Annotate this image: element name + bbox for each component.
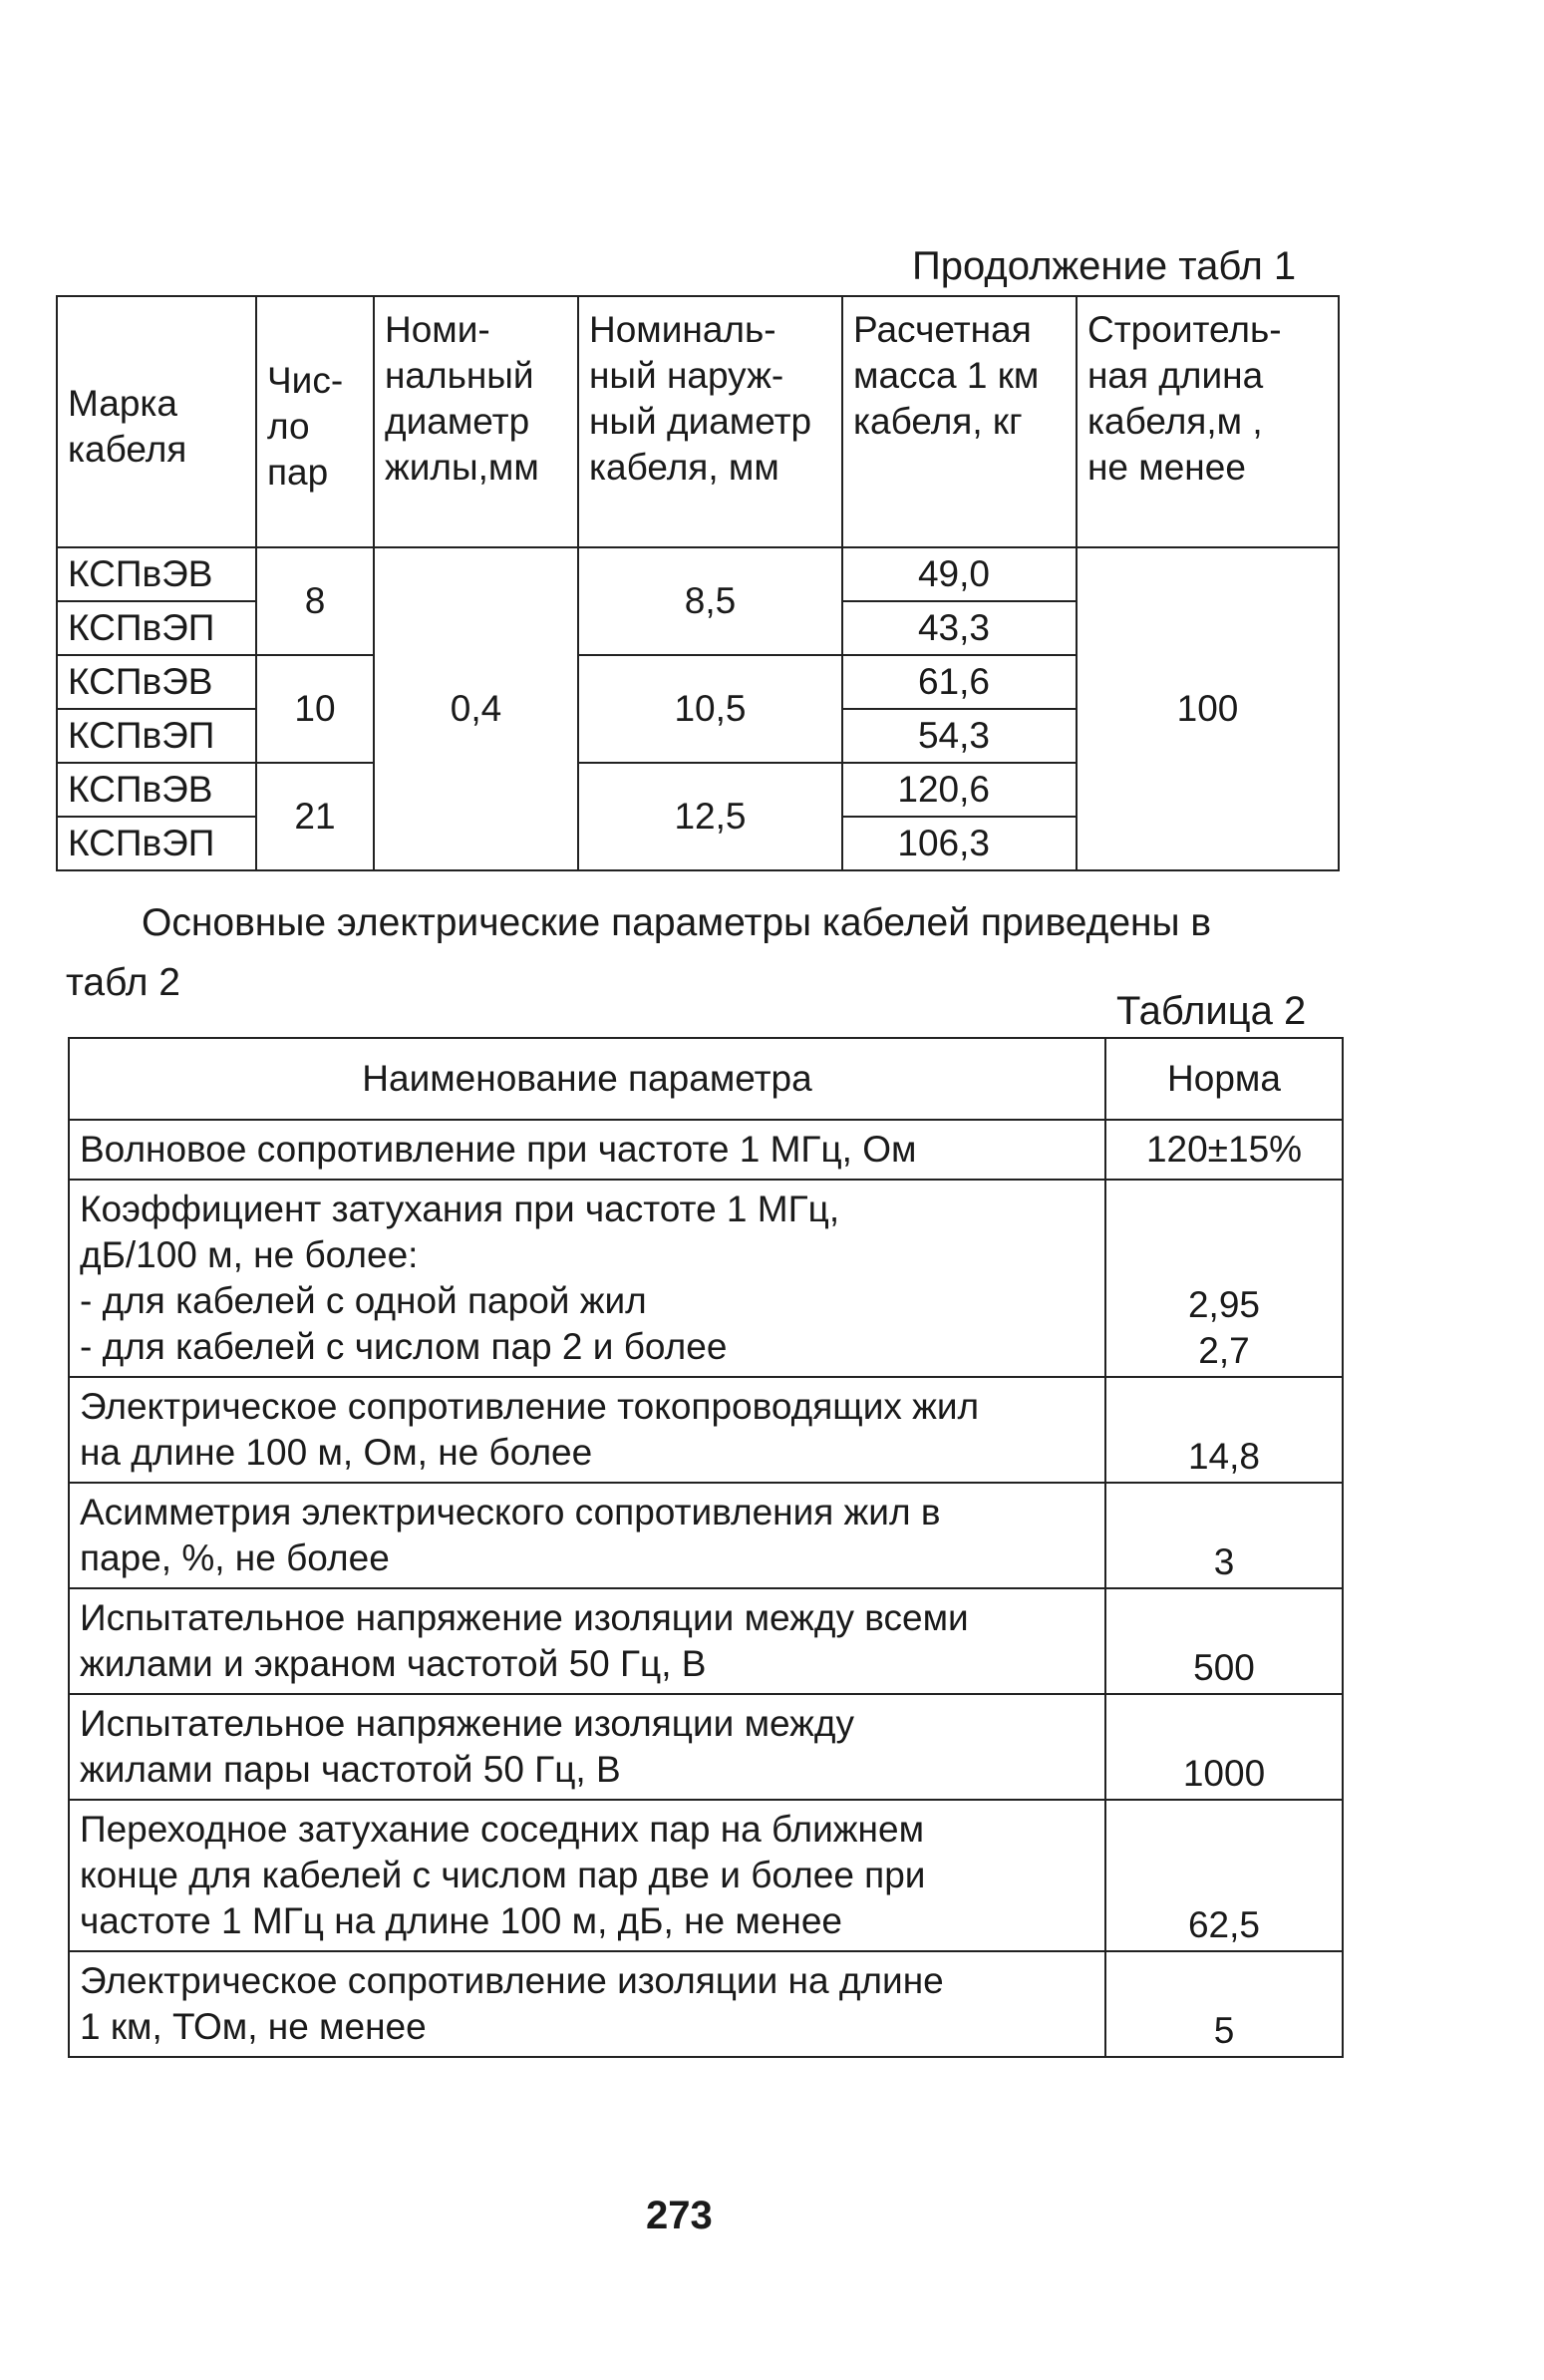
parameter-name-cell (69, 1377, 1105, 1483)
parameter-name-line: частоте 1 МГц на длине 100 м, дБ, не менее (80, 1900, 842, 1941)
header-line: диаметр (385, 401, 530, 442)
pairs-cell: 10 (256, 655, 374, 763)
header-line: кабеля, мм (589, 447, 779, 488)
parameter-name-line: Коэффициент затухания при частоте 1 МГц, (80, 1189, 840, 1229)
norm-cell (1105, 1120, 1343, 1180)
header-parameter-name: Наименование параметра (69, 1038, 1105, 1120)
length-cell: 100 (1077, 547, 1339, 870)
norm-cell (1105, 1588, 1343, 1694)
parameter-name-line: Переходное затухание соседних пар на ближнем (80, 1809, 925, 1850)
norm-cell (1105, 1483, 1343, 1588)
header-brand (57, 296, 256, 547)
header-line: Строитель- (1087, 309, 1282, 350)
mass-cell: 120,6 (842, 763, 1077, 817)
norm-cell (1105, 1377, 1343, 1483)
pairs-cell: 21 (256, 763, 374, 870)
outer-diameter-cell: 8,5 (578, 547, 842, 655)
parameter-name-cell (69, 1800, 1105, 1951)
norm-cell (1105, 1694, 1343, 1800)
norm-value: 2,95 (1187, 1284, 1260, 1325)
brand-cell: КСПвЭВ (57, 763, 256, 817)
parameter-name-line: - для кабелей с одной парой жил (80, 1280, 647, 1321)
norm-cell (1105, 1800, 1343, 1951)
header-line: пар (267, 452, 329, 493)
header-line: не менее (1087, 447, 1246, 488)
table1-caption: Продолжение табл 1 (912, 244, 1297, 288)
parameter-name-line: Электрическое сопротивление изоляции на длине (80, 1960, 944, 2001)
parameter-name-line: дБ/100 м, не более: (80, 1234, 419, 1275)
header-line: ная длина (1087, 355, 1264, 396)
parameter-name-line: на длине 100 м, Ом, не более (80, 1432, 593, 1473)
intro-paragraph-line-1: Основные электрические параметры кабелей приведены в (142, 901, 1212, 944)
brand-cell: КСПвЭВ (57, 547, 256, 601)
brand-cell: КСПвЭП (57, 709, 256, 763)
header-line: Номиналь- (589, 309, 776, 350)
mass-cell: 106,3 (842, 817, 1077, 870)
header-norm: Норма (1105, 1038, 1343, 1120)
parameter-name-cell (69, 1483, 1105, 1588)
core-diameter-cell: 0,4 (374, 547, 578, 870)
header-line: нальный (385, 355, 534, 396)
parameter-name-line: Электрическое сопротивление токопроводящих жил (80, 1386, 980, 1427)
header-line: кабеля,м , (1087, 401, 1263, 442)
parameter-name-line: конце для кабелей с числом пар две и более при (80, 1855, 926, 1895)
header-line: Марка (68, 383, 177, 424)
table-row (57, 547, 1339, 601)
header-line: ный наруж- (589, 355, 784, 396)
table-row (69, 1377, 1343, 1483)
page-number: 273 (646, 2194, 713, 2237)
header-line: Расчетная (853, 309, 1032, 350)
mass-cell: 61,6 (842, 655, 1077, 709)
table2 (68, 1037, 1344, 2058)
parameter-name-line: Волновое сопротивление при частоте 1 МГц, Ом (80, 1129, 917, 1170)
mass-cell: 43,3 (842, 601, 1077, 655)
norm-cell (1105, 1951, 1343, 2057)
table-row (69, 1483, 1343, 1588)
norm-value: 500 (1193, 1647, 1255, 1688)
parameter-name-cell (69, 1180, 1105, 1377)
table2-header-row (69, 1038, 1343, 1120)
norm-value: 5 (1213, 2010, 1235, 2051)
table1-header-row (57, 296, 1339, 547)
parameter-name-line: жилами и экраном частотой 50 Гц, В (80, 1643, 707, 1684)
header-mass (842, 296, 1077, 547)
parameter-name-line: 1 км, ТОм, не менее (80, 2006, 427, 2047)
mass-cell: 54,3 (842, 709, 1077, 763)
outer-diameter-cell: 10,5 (578, 655, 842, 763)
header-line: Чис- (267, 360, 344, 401)
intro-paragraph-line-2: табл 2 (66, 961, 180, 1004)
table-row (69, 1694, 1343, 1800)
header-outer-diameter (578, 296, 842, 547)
table-row (69, 1951, 1343, 2057)
parameter-name-line: жилами пары частотой 50 Гц, В (80, 1749, 621, 1790)
norm-value: 1000 (1182, 1753, 1266, 1794)
header-line: масса 1 км (853, 355, 1040, 396)
parameter-name-cell (69, 1694, 1105, 1800)
header-line: кабеля (68, 429, 187, 470)
table2-caption: Таблица 2 (1116, 989, 1307, 1033)
parameter-name-line: - для кабелей с числом пар 2 и более (80, 1326, 728, 1367)
header-pairs (256, 296, 374, 547)
header-line: ло (267, 406, 310, 447)
parameter-name-line: Испытательное напряжение изоляции между всеми (80, 1597, 969, 1638)
outer-diameter-cell: 12,5 (578, 763, 842, 870)
parameter-name-cell (69, 1951, 1105, 2057)
table1 (56, 295, 1340, 871)
mass-cell: 49,0 (842, 547, 1077, 601)
norm-value: 2,7 (1198, 1330, 1250, 1371)
header-line: жилы,мм (385, 447, 539, 488)
norm-value: 3 (1213, 1541, 1235, 1582)
brand-cell: КСПвЭВ (57, 655, 256, 709)
table-row (69, 1180, 1343, 1377)
header-length (1077, 296, 1339, 547)
brand-cell: КСПвЭП (57, 601, 256, 655)
header-line: ный диаметр (589, 401, 812, 442)
parameter-name-line: Испытательное напряжение изоляции между (80, 1703, 855, 1744)
pairs-cell: 8 (256, 547, 374, 655)
norm-value: 120±15% (1145, 1129, 1303, 1170)
table-row (69, 1800, 1343, 1951)
parameter-name-line: паре, %, не более (80, 1537, 390, 1578)
table-row (69, 1120, 1343, 1180)
header-line: кабеля, кг (853, 401, 1023, 442)
table-row (69, 1588, 1343, 1694)
parameter-name-cell (69, 1120, 1105, 1180)
norm-value: 62,5 (1187, 1904, 1260, 1945)
parameter-name-line: Асимметрия электрического сопротивления жил в (80, 1492, 941, 1532)
norm-value: 14,8 (1187, 1436, 1260, 1477)
header-core-diameter (374, 296, 578, 547)
parameter-name-cell (69, 1588, 1105, 1694)
brand-cell: КСПвЭП (57, 817, 256, 870)
norm-cell (1105, 1180, 1343, 1377)
header-line: Номи- (385, 309, 490, 350)
